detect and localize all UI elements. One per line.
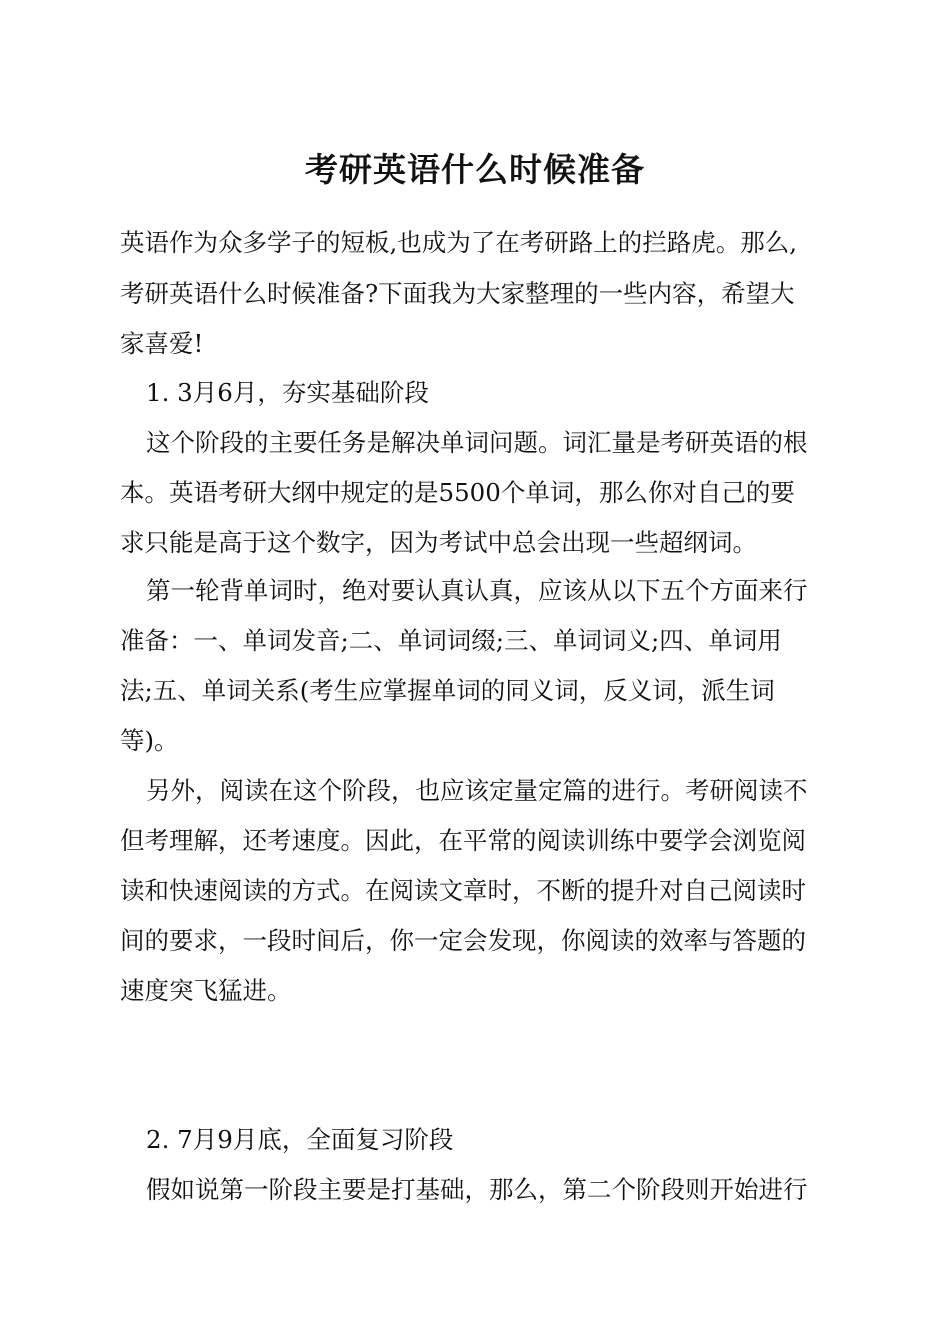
section-1-paragraph-3-line-3: 读和快速阅读的方式。在阅读文章时，不断的提升对自己阅读时	[120, 876, 806, 905]
section-1-heading: 1. 3月6月，夯实基础阶段	[146, 378, 429, 407]
section-1-paragraph-3-line-5: 速度突飞猛进。	[120, 976, 292, 1005]
section-1-paragraph-2-line-1: 第一轮背单词时，绝对要认真认真，应该从以下五个方面来行	[146, 576, 808, 605]
intro-line-2: 考研英语什么时候准备?下面我为大家整理的一些内容，希望大	[120, 279, 795, 308]
section-1-paragraph-3-line-4: 间的要求，一段时间后，你一定会发现，你阅读的效率与答题的	[120, 926, 806, 955]
section-1-paragraph-1-line-2: 本。英语考研大纲中规定的是5500个单词，那么你对自己的要	[120, 478, 795, 507]
section-1-paragraph-2-line-4: 等)。	[120, 726, 179, 755]
section-2-paragraph-1-line-1: 假如说第一阶段主要是打基础，那么，第二个阶段则开始进行	[146, 1175, 808, 1204]
intro-line-1: 英语作为众多学子的短板,也成为了在考研路上的拦路虎。那么,	[120, 228, 798, 257]
section-1-paragraph-2-line-3: 法;五、单词关系(考生应掌握单词的同义词，反义词，派生词	[120, 676, 775, 705]
document-title: 考研英语什么时候准备	[305, 150, 645, 189]
section-2-heading: 2. 7月9月底，全面复习阶段	[146, 1125, 454, 1154]
section-1-paragraph-3-line-1: 另外，阅读在这个阶段，也应该定量定篇的进行。考研阅读不	[146, 776, 808, 805]
intro-line-3: 家喜爱!	[120, 329, 204, 358]
section-1-paragraph-2-line-2: 准备：一、单词发音;二、单词词缀;三、单词词义;四、单词用	[120, 626, 782, 655]
section-1-paragraph-1-line-3: 求只能是高于这个数字，因为考试中总会出现一些超纲词。	[120, 528, 757, 557]
section-1-paragraph-3-line-2: 但考理解，还考速度。因此，在平常的阅读训练中要学会浏览阅	[120, 826, 806, 855]
section-1-paragraph-1-line-1: 这个阶段的主要任务是解决单词问题。词汇量是考研英语的根	[146, 428, 808, 457]
